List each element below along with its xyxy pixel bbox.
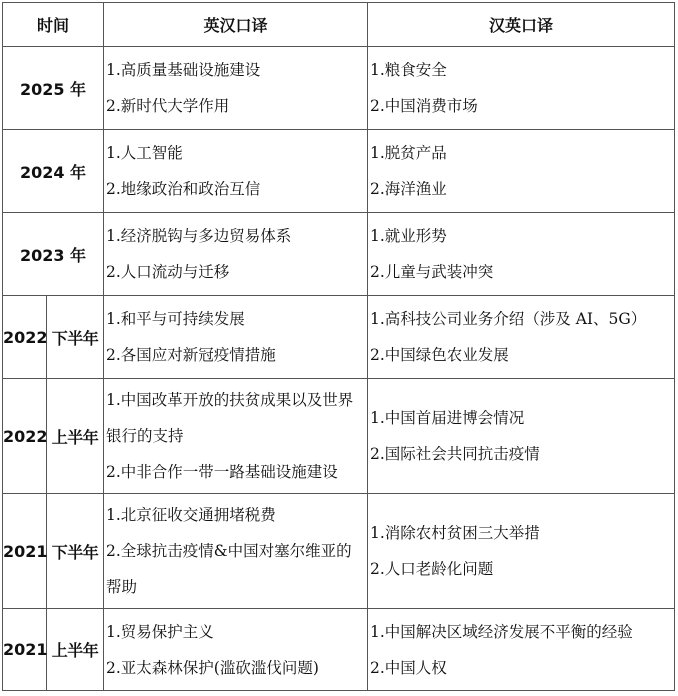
half-cell: 下半年 <box>47 296 104 379</box>
year-cell: 2024 年 <box>3 130 104 213</box>
topic-item: 1.和平与可持续发展 <box>106 310 245 328</box>
topic-item: 1.北京征收交通拥堵税费 <box>106 506 276 524</box>
topic-item: 2.各国应对新冠疫情措施 <box>106 346 276 364</box>
topic-item: 2.国际社会共同抗击疫情 <box>370 445 540 463</box>
topic-item: 2.中国人权 <box>370 658 447 677</box>
table-row <box>3 47 675 130</box>
en-zh-cell <box>104 47 368 130</box>
topic-item: 2.人口老龄化问题 <box>370 560 494 578</box>
year-cell: 2021 <box>3 494 47 609</box>
topic-item: 2.中国绿色农业发展 <box>370 346 509 364</box>
zh-en-cell <box>368 296 675 379</box>
topic-item: 1.中国解决区域经济发展不平衡的经验 <box>370 622 633 641</box>
zh-en-cell <box>368 130 675 213</box>
topic-item: 1.高科技公司业务介绍（涉及 AI、5G） <box>370 310 647 328</box>
topic-item: 1.粮食安全 <box>370 61 447 79</box>
topic-item: 2.全球抗击疫情&中国对塞尔维亚的帮助 <box>106 542 352 596</box>
table-row <box>3 296 675 379</box>
topic-item: 1.脱贫产品 <box>370 144 447 162</box>
en-zh-cell <box>104 213 368 296</box>
topic-item: 2.中国消费市场 <box>370 97 478 115</box>
topic-item: 2.地缘政治和政治互信 <box>106 180 261 198</box>
topic-item: 1.中国改革开放的扶贫成果以及世界银行的支持 <box>106 391 354 445</box>
half-cell: 上半年 <box>47 609 104 691</box>
topic-item: 1.消除农村贫困三大举措 <box>370 524 540 542</box>
en-zh-cell <box>104 296 368 379</box>
topic-item: 2.新时代大学作用 <box>106 97 230 115</box>
header-en-zh: 英汉口译 <box>104 3 368 47</box>
en-zh-cell <box>104 494 368 609</box>
en-zh-cell <box>104 609 368 691</box>
topic-item: 2.海洋渔业 <box>370 180 447 198</box>
table-row <box>3 213 675 296</box>
table-row <box>3 130 675 213</box>
table-row <box>3 609 675 691</box>
topic-item: 1.人工智能 <box>106 144 183 162</box>
topic-item: 1.中国首届进博会情况 <box>370 409 525 427</box>
year-cell: 2025 年 <box>3 47 104 130</box>
zh-en-cell <box>368 47 675 130</box>
topic-item: 1.就业形势 <box>370 227 447 245</box>
topic-item: 1.经济脱钩与多边贸易体系 <box>106 227 292 245</box>
zh-en-cell <box>368 379 675 494</box>
exam-topics-table <box>2 2 675 691</box>
header-zh-en: 汉英口译 <box>368 3 675 47</box>
en-zh-cell <box>104 130 368 213</box>
zh-en-cell <box>368 609 675 691</box>
year-cell: 2022 <box>3 379 47 494</box>
header-row <box>3 3 675 47</box>
year-cell: 2022 <box>3 296 47 379</box>
year-cell: 2023 年 <box>3 213 104 296</box>
topic-item: 2.人口流动与迁移 <box>106 263 230 281</box>
zh-en-cell <box>368 494 675 609</box>
half-cell: 下半年 <box>47 494 104 609</box>
topic-item: 1.贸易保护主义 <box>106 622 214 641</box>
zh-en-cell <box>368 213 675 296</box>
header-time: 时间 <box>3 3 104 47</box>
table-row <box>3 379 675 494</box>
topic-item: 2.儿童与武装冲突 <box>370 263 494 281</box>
topic-item: 1.高质量基础设施建设 <box>106 61 261 79</box>
half-cell: 上半年 <box>47 379 104 494</box>
topic-item: 2.亚太森林保护(滥砍滥伐问题) <box>106 658 319 677</box>
en-zh-cell <box>104 379 368 494</box>
year-cell: 2021 <box>3 609 47 691</box>
topic-item: 2.中非合作一带一路基础设施建设 <box>106 463 338 481</box>
table-row <box>3 494 675 609</box>
